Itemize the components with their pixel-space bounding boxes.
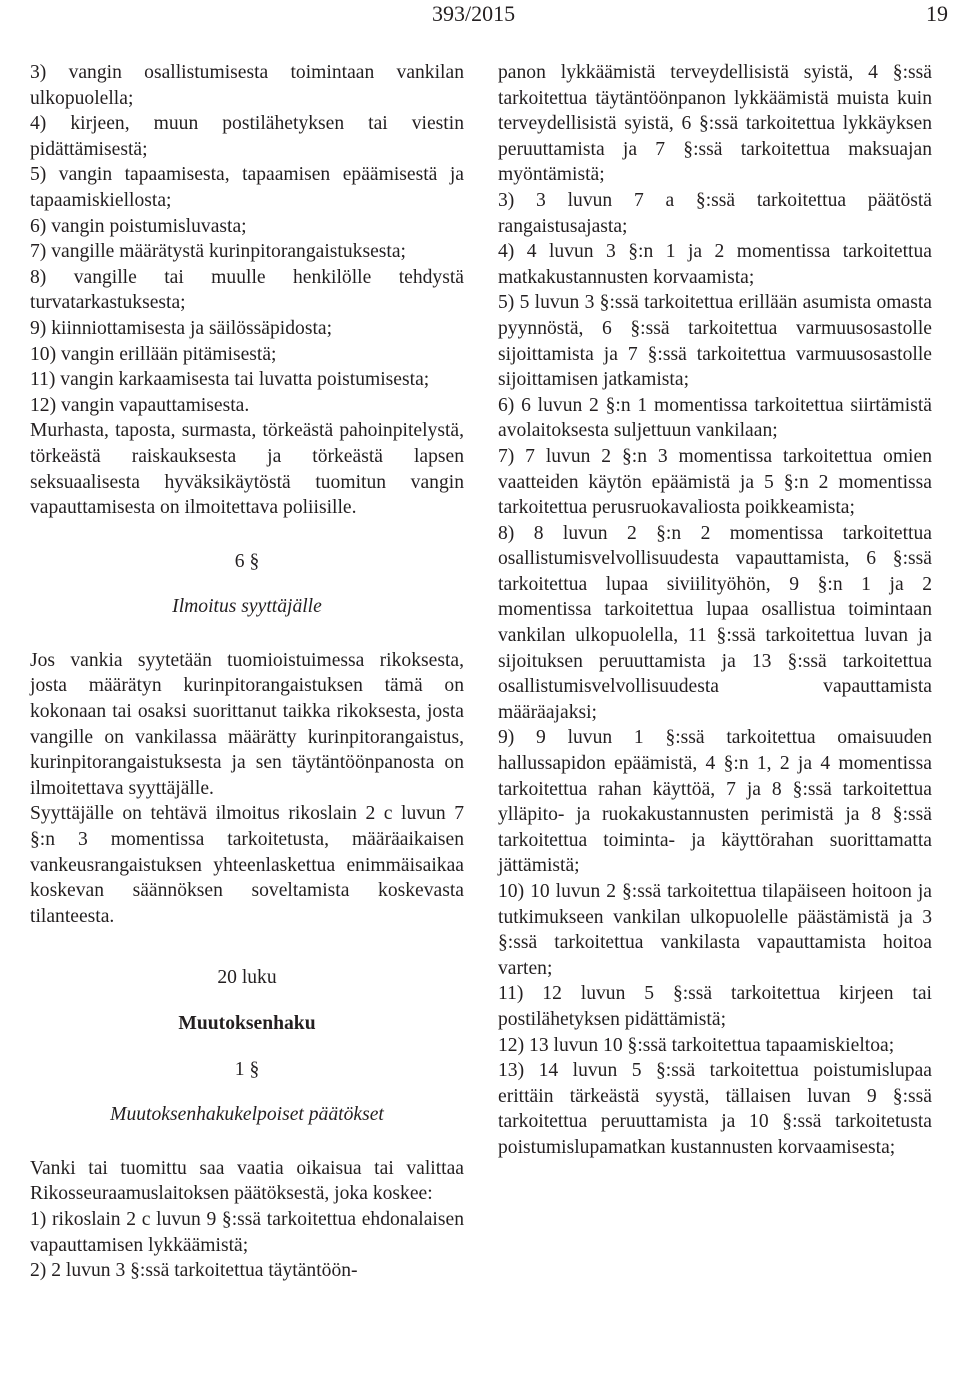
list-item: 5) vangin tapaamisesta, tapaamisen epäämisestä ja tapaamiskiellosta; [30, 164, 464, 211]
list-item: 7) vangille määrätystä kurinpitorangaistuksesta; [30, 241, 406, 263]
document-number: 393/2015 [432, 1, 516, 26]
list-item: 7) 7 luvun 2 §:n 3 momentissa tarkoitettua omien vaatteiden käytön epäämistä ja 5 §:n 2 momentissa tarkoitettua perusruokavaliosta poikkeamista; [498, 445, 932, 519]
list-item: 11) vangin karkaamisesta tai luvatta poistumisesta; [30, 369, 430, 391]
paragraph: Syyttäjälle on tehtävä ilmoitus rikoslain 2 c luvun 7 §:n 3 momentissa tarkoitetusta, määräaikaisen vankeusrangaistuksen yhteenlaskettua enimmäisaikaa koskevan säännöksen soveltamista koskevasta tilanteesta. [30, 803, 464, 927]
list-item: 4) kirjeen, muun postilähetyksen tai viestin pidättämisestä; [30, 113, 464, 160]
list-item: 8) 8 luvun 2 §:n 2 momentissa tarkoitettua osallistumisvelvollisuudesta vapauttamista, 6 §:ssä tarkoitettua lupaa siviilityöhön, 9 §:n 1 ja 2 momentissa tarkoitettua lupaa osallistua toimintaan vankilan ulkopuolella, 11 §:ssä tarkoitettua luvan ja sijoituksen peruuttamista ja 13 §:ssä tarkoitettua osallistumisvelvollisuudesta vapauttamista määräajaksi; [498, 522, 932, 723]
list-item: 5) 5 luvun 3 §:ssä tarkoitettua erillään asumista omasta pyynnöstä, 6 §:ssä tarkoitettua varmuusosastolle sijoittamista ja 7 §:ssä tarkoitettua varmuusosastolle sijoittamisen jatkamista; [498, 292, 932, 391]
list-item: 10) 10 luvun 2 §:ssä tarkoitettua tilapäiseen hoitoon ja tutkimukseen vankilan ulkopuolelle päästämistä ja 3 §:ssä tarkoitettua vankilasta vapauttamista hoitoa varten; [498, 881, 932, 979]
list-item: 10) vangin erillään pitämisestä; [30, 343, 277, 365]
list-item: 11) 12 luvun 5 §:ssä tarkoitettua kirjeen tai postilähetyksen pidättämistä; [498, 983, 932, 1030]
list-item: 1) rikoslain 2 c luvun 9 §:ssä tarkoitettua ehdonalaisen vapauttamisen lykkäämistä; [30, 1208, 464, 1256]
list-item: 4) 4 luvun 3 §:n 1 ja 2 momentissa tarkoitettua matkakustannusten korvaamista; [498, 241, 932, 288]
list-item: 8) vangille tai muulle henkilölle tehdystä turvatarkastuksesta; [30, 266, 464, 314]
section-title: Ilmoitus syyttäjälle [172, 596, 322, 618]
right-column [498, 60, 932, 1161]
list-item: 6) vangin poistumisluvasta; [30, 215, 247, 237]
chapter-number: 20 luku [217, 967, 277, 989]
paragraph: Vanki tai tuomittu saa vaatia oikaisua tai valittaa Rikosseuraamuslaitoksen päätöksestä, joka koskee: [30, 1157, 464, 1205]
list-item: 13) 14 luvun 5 §:ssä tarkoitettua poistumislupaa erittäin tärkeästä syystä, tällaisen luvan 9 §:ssä tarkoitettua peruuttamista ja 10 §:ssä tarkoitetusta poistumislupamatkan kustannusten korvaamisesta; [498, 1060, 932, 1158]
list-item: 9) 9 luvun 1 §:ssä tarkoitettua omaisuuden hallussapidon epäämistä, 4 §:n 1, 2 ja 4 momentissa tarkoitettua rahan käyttöä, 7 ja 8 §:ssä tarkoitettua ylläpito- ja ruokakustannusten perimistä ja 8 §:ssä tarkoitettua toiminta- ja käyttörahan suorittamatta jättämistä; [498, 727, 932, 877]
list-item: 3) 3 luvun 7 a §:ssä tarkoitettua päätöstä rangaistusajasta; [498, 189, 932, 237]
chapter-title: Muutoksenhaku [178, 1013, 316, 1034]
section-title: Muutoksenhakukelpoiset päätökset [110, 1104, 384, 1126]
paragraph: Murhasta, taposta, surmasta, törkeästä pahoinpitelystä, törkeästä raiskauksesta ja törkeästä lapsen seksuaalisesta hyväksikäytöstä tuomitun vangin vapauttamisesta on ilmoitettava poliisille. [30, 420, 464, 519]
list-item: 12) vangin vapauttamisesta. [30, 394, 250, 416]
left-column [30, 60, 464, 1284]
page-number: 19 [926, 1, 948, 26]
list-item: 12) 13 luvun 10 §:ssä tarkoitettua tapaamiskieltoa; [498, 1034, 895, 1056]
list-item: panon lykkäämistä terveydellisistä syistä, 4 §:ssä tarkoitettua täytäntöönpanon lykkäämistä muista kuin terveydellisistä syistä, 6 §:ssä tarkoitettua lykkäyksen peruuttamista ja 7 §:ssä tarkoitettua maksuajan myöntämistä; [498, 62, 932, 186]
list-item: 3) vangin osallistumisesta toimintaan vankilan ulkopuolella; [30, 62, 464, 109]
list-item: 2) 2 luvun 3 §:ssä tarkoitettua täytäntöön- [30, 1260, 358, 1282]
list-item: 9) kiinniottamisesta ja säilössäpidosta; [30, 317, 333, 339]
paragraph: Jos vankia syytetään tuomioistuimessa rikoksesta, josta määrätyn kurinpitorangaistuksen tämä on kokonaan tai osaksi suorittanut taikka rikoksesta, josta vangille on vankilassa määrätty kurinpitorangaistus, kurinpitorangaistuksesta ja sen täytäntöönpanosta on ilmoitettava syyttäjälle. [30, 649, 464, 799]
list-item: 6) 6 luvun 2 §:n 1 momentissa tarkoitettua siirtämistä avolaitoksesta suljettuun vankilaan; [498, 394, 932, 442]
section-number: 6 § [234, 550, 260, 572]
section-number: 1 § [234, 1058, 260, 1080]
